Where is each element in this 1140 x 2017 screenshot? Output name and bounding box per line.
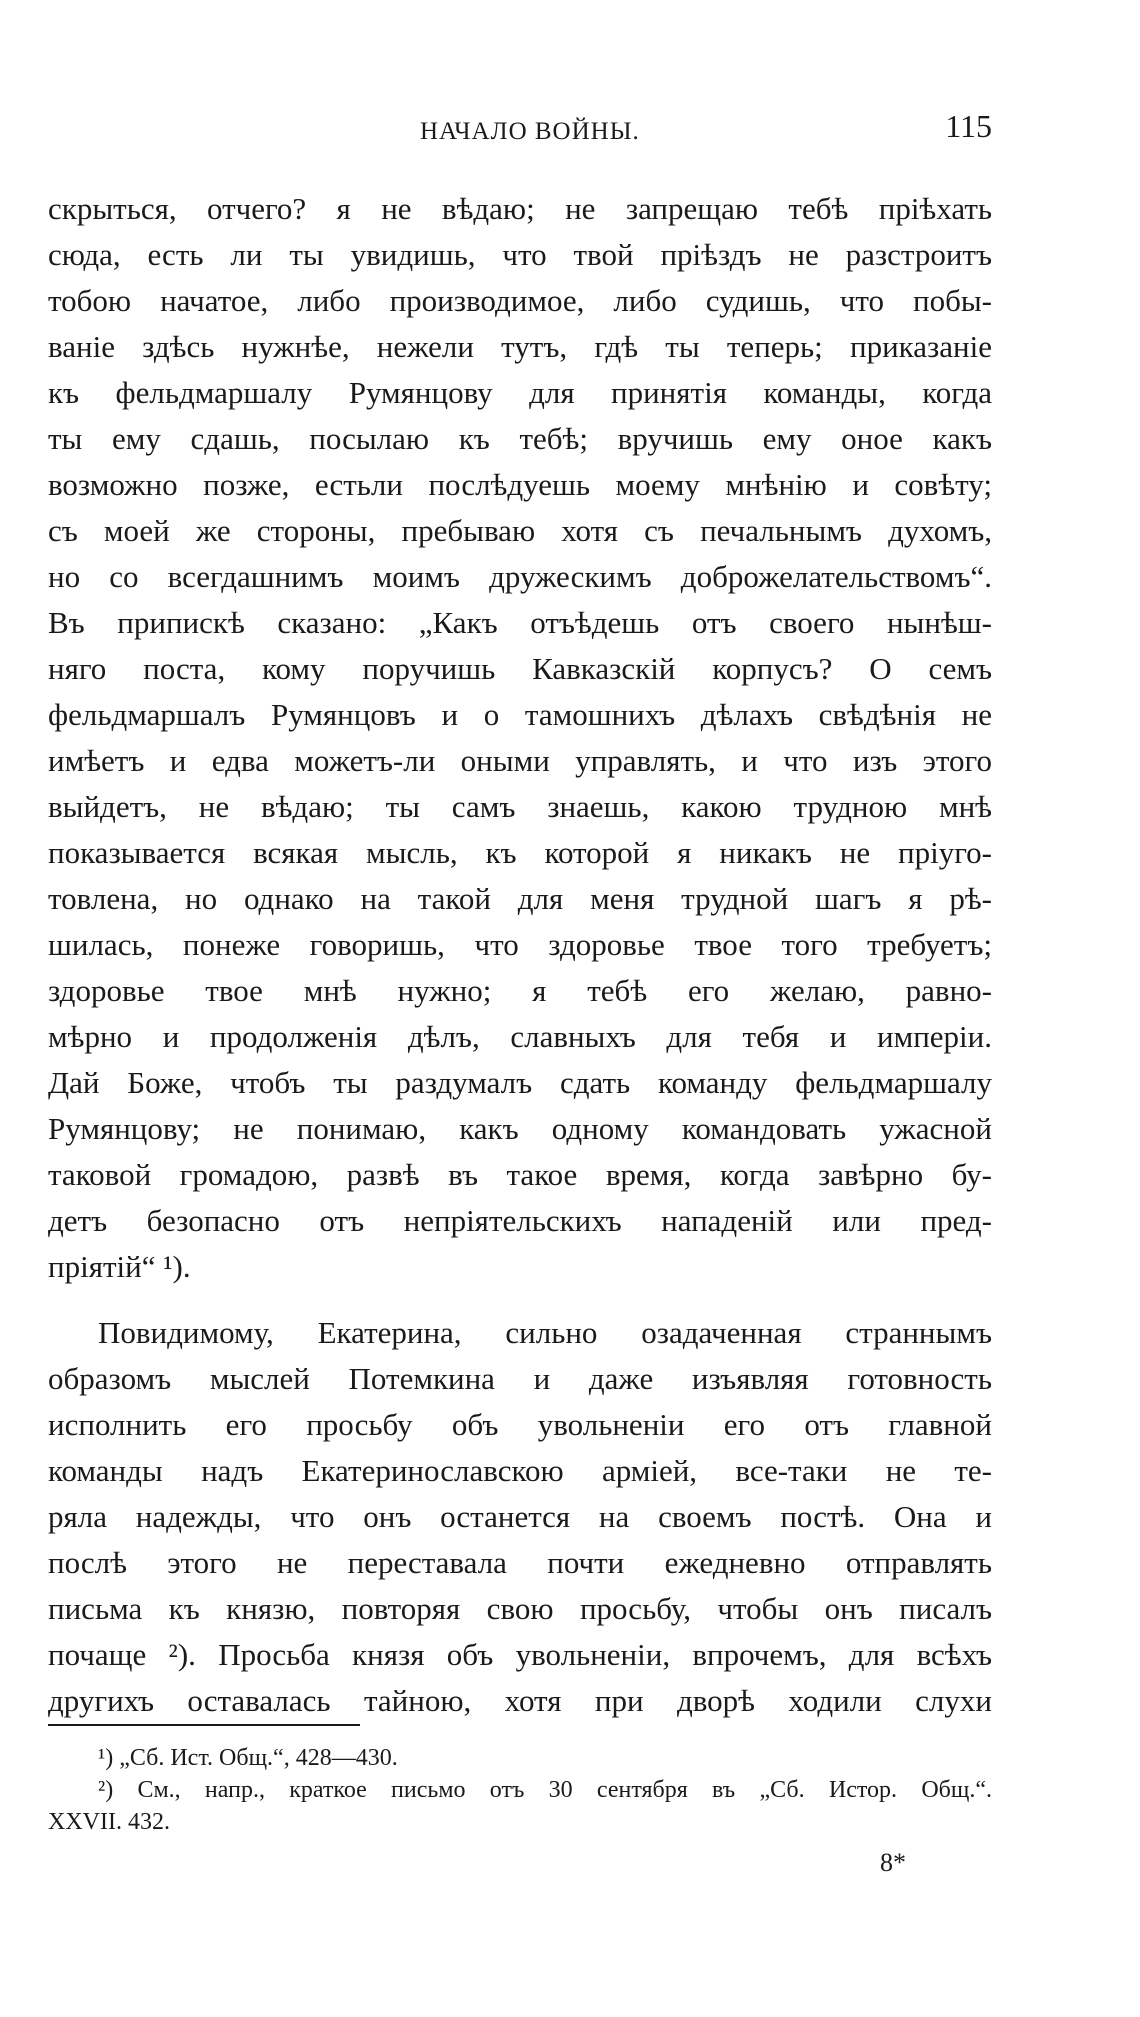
text-line: пріятій“ ¹). xyxy=(48,1249,191,1284)
footnote-2-continuation: XXVII. 432. xyxy=(48,1809,170,1835)
text-line: мѣрно и продолженія дѣлъ, славныхъ для тебя и имперіи. xyxy=(48,1019,992,1054)
text-line: ряла надежды, что онъ останется на своемъ постѣ. Она и xyxy=(48,1499,992,1534)
text-line: выйдетъ, не вѣдаю; ты самъ знаешь, какою трудною мнѣ xyxy=(48,789,992,824)
text-line: но со всегдашнимъ моимъ дружескимъ доброжелательствомъ“. xyxy=(48,559,992,594)
signature-mark: 8* xyxy=(880,1848,906,1877)
text-line: возможно позже, естьли послѣдуешь моему мнѣнію и совѣту; xyxy=(48,467,992,502)
text-line: таковой громадою, развѣ въ такое время, когда завѣрно бу- xyxy=(48,1157,992,1192)
text-line: команды надъ Екатеринославскою арміей, все-таки не те- xyxy=(48,1453,992,1488)
running-title: НАЧАЛО ВОЙНЫ. xyxy=(420,118,640,145)
text-line: товлена, но однако на такой для меня трудной шагъ я рѣ- xyxy=(48,881,992,916)
body-text xyxy=(48,186,992,1724)
paragraph-gap xyxy=(48,1290,992,1310)
footnote-2: ²) См., напр., краткое письмо отъ 30 сентября въ „Сб. Истор. Общ.“. xyxy=(98,1777,992,1803)
text-line: ты ему сдашь, посылаю къ тебѣ; вручишь ему оное какъ xyxy=(48,421,992,456)
text-line: показывается всякая мысль, къ которой я никакъ не пріуго- xyxy=(48,835,992,870)
text-line: здоровье твое мнѣ нужно; я тебѣ его желаю, равно- xyxy=(48,973,992,1008)
text-line: къ фельдмаршалу Румянцову для принятія команды, когда xyxy=(48,375,992,410)
text-line: фельдмаршалъ Румянцовъ и о тамошнихъ дѣлахъ свѣдѣнія не xyxy=(48,697,992,732)
text-line: скрыться, отчего? я не вѣдаю; не запрещаю тебѣ пріѣхать xyxy=(48,191,992,226)
text-line: другихъ оставалась тайною, хотя при дворѣ ходили слухи xyxy=(48,1683,992,1718)
footnotes xyxy=(48,1742,992,1838)
text-line: имѣетъ и едва можетъ-ли оными управлять, и что изъ этого xyxy=(48,743,992,778)
text-line: письма къ князю, повторяя свою просьбу, чтобы онъ писалъ xyxy=(48,1591,992,1626)
text-line: послѣ этого не переставала почти ежедневно отправлять xyxy=(48,1545,992,1580)
text-line: детъ безопасно отъ непріятельскихъ нападеній или пред- xyxy=(48,1203,992,1238)
text-line: исполнить его просьбу объ увольненіи его отъ главной xyxy=(48,1407,992,1442)
text-line: ваніе здѣсь нужнѣе, нежели тутъ, гдѣ ты теперь; приказаніе xyxy=(48,329,992,364)
text-line: Повидимому, Екатерина, сильно озадаченная страннымъ xyxy=(98,1315,992,1350)
text-line: няго поста, кому поручишь Кавказскій корпусъ? О семъ xyxy=(48,651,992,686)
text-line: почаще ²). Просьба князя объ увольненіи, впрочемъ, для всѣхъ xyxy=(48,1637,992,1672)
text-line: Дай Боже, чтобъ ты раздумалъ сдать команду фельдмаршалу xyxy=(48,1065,992,1100)
text-line: Румянцову; не понимаю, какъ одному командовать ужасной xyxy=(48,1111,992,1146)
text-line: Въ припискѣ сказано: „Какъ отъѣдешь отъ своего нынѣш- xyxy=(48,605,992,640)
page-header xyxy=(48,108,992,152)
text-line: сюда, есть ли ты увидишь, что твой пріѣздъ не разстроитъ xyxy=(48,237,992,272)
text-line: съ моей же стороны, пребываю хотя съ печальнымъ духомъ, xyxy=(48,513,992,548)
text-line: образомъ мыслей Потемкина и даже изъявляя готовность xyxy=(48,1361,992,1396)
page-number: 115 xyxy=(945,108,992,144)
text-line: шилась, понеже говоришь, что здоровье твое того требуетъ; xyxy=(48,927,992,962)
footnote-1: ¹) „Сб. Ист. Общ.“, 428—430. xyxy=(98,1745,398,1771)
text-line: тобою начатое, либо производимое, либо судишь, что побы- xyxy=(48,283,992,318)
footnote-rule xyxy=(48,1724,360,1726)
